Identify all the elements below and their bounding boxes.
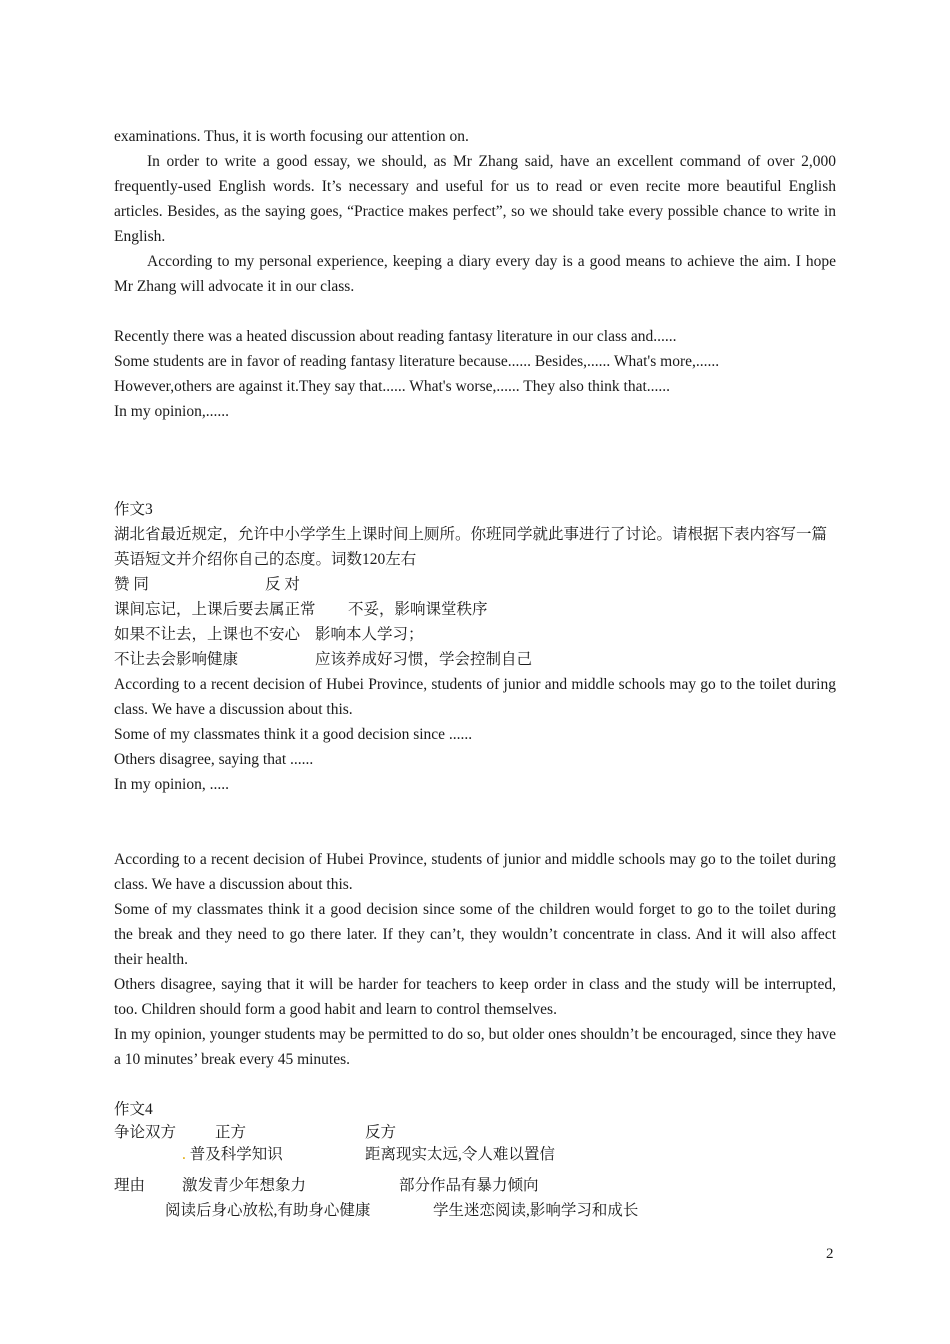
- essay4-title: 作文4: [114, 1101, 153, 1118]
- essay3-table-row: [114, 597, 836, 622]
- fantasy-template-line: Some students are in favor of reading fantasy literature because...... Besides,...... What's more,......: [114, 353, 720, 370]
- con-label: 反方: [365, 1124, 397, 1141]
- pro-header: 赞 同: [114, 576, 149, 593]
- essay3-template-line: In my opinion, .....: [114, 776, 229, 793]
- essay3-template-line: Others disagree, saying that ......: [114, 751, 314, 768]
- essay4-reason-row: [114, 1144, 836, 1166]
- pro-reason: 不让去会影响健康: [114, 651, 239, 668]
- sides-label: 争论双方: [114, 1124, 177, 1141]
- essay3-sample-paragraph: In my opinion, younger students may be permitted to do so, but older ones shouldn’t be encouraged, since they have a 10 minutes’ break every 45 minutes.: [114, 1026, 836, 1068]
- essay4-reason-row: [114, 1173, 836, 1198]
- essay3-sample-paragraph: Some of my classmates think it a good decision since some of the children would forget to go to the toilet during the break and they need to go there later. If they can’t, they wouldn’t concentrate in class. And it will also affect their health.: [114, 901, 836, 968]
- essay4-reason-row: [114, 1198, 836, 1223]
- fantasy-template-line: However,others are against it.They say that...... What's worse,...... They also think that......: [114, 378, 671, 395]
- page-content: [114, 124, 836, 1223]
- essay3-sample-paragraph: According to a recent decision of Hubei Province, students of junior and middle schools may go to the toilet during class. We have a discussion about this.: [114, 851, 836, 893]
- pro-reason: . 普及科学知识: [182, 1146, 283, 1163]
- essay2-paragraph-0: examinations. Thus, it is worth focusing our attention on.: [114, 128, 469, 145]
- pro-reason: 激发青少年想象力: [182, 1177, 307, 1194]
- essay3-table-row: [114, 647, 836, 672]
- con-reason: 不妥，影响课堂秩序: [348, 601, 488, 618]
- fantasy-template-line: In my opinion,......: [114, 403, 229, 420]
- con-reason: 部分作品有暴力倾向: [399, 1177, 539, 1194]
- essay3-table-row: [114, 622, 836, 647]
- con-header: 反 对: [265, 576, 300, 593]
- essay2-paragraph-2: According to my personal experience, keeping a diary every day is a good means to achieve the aim. I hope Mr Zhang will advocate it in our class.: [114, 253, 836, 295]
- essay2-paragraph-1: In order to write a good essay, we should, as Mr Zhang said, have an excellent command of over 2,000 frequently-used English words. It’s necessary and useful for us to read or even recite more beautiful English articles. Besides, as the saying goes, “Practice makes perfect”, so we should take every possible chance to write in English.: [114, 153, 836, 245]
- essay3-title: 作文3: [114, 501, 153, 518]
- pro-label: 正方: [215, 1124, 247, 1141]
- essay3-table-header: [114, 572, 836, 597]
- con-reason: 影响本人学习；: [315, 626, 424, 643]
- con-reason: 应该养成好习惯，学会控制自己: [315, 651, 533, 668]
- pro-reason: 课间忘记，上课后要去属正常: [114, 601, 316, 618]
- essay4-header-row: [114, 1122, 836, 1144]
- essay3-template-line: Some of my classmates think it a good decision since ......: [114, 726, 473, 743]
- essay3-sample-paragraph: Others disagree, saying that it will be harder for teachers to keep order in class and the study will be interrupted, too. Children should form a good habit and learn to control themselves.: [114, 976, 836, 1018]
- essay3-prompt: 湖北省最近规定，允许中小学学生上课时间上厕所。你班同学就此事进行了讨论。请根据下表内容写一篇英语短文并介绍你自己的态度。词数120左右: [114, 526, 828, 568]
- con-reason: 学生迷恋阅读,影响学习和成长: [433, 1202, 639, 1219]
- essay3-template-line: According to a recent decision of Hubei Province, students of junior and middle schools may go to the toilet during class. We have a discussion about this.: [114, 676, 836, 718]
- reason-label: 理由: [114, 1177, 146, 1194]
- con-reason: 距离现实太远,令人难以置信: [365, 1146, 555, 1163]
- pro-reason: 阅读后身心放松,有助身心健康: [165, 1202, 371, 1219]
- pro-reason: 如果不让去，上课也不安心: [114, 626, 301, 643]
- page-number: 2: [826, 1246, 834, 1262]
- fantasy-template-line: Recently there was a heated discussion about reading fantasy literature in our class and......: [114, 328, 677, 345]
